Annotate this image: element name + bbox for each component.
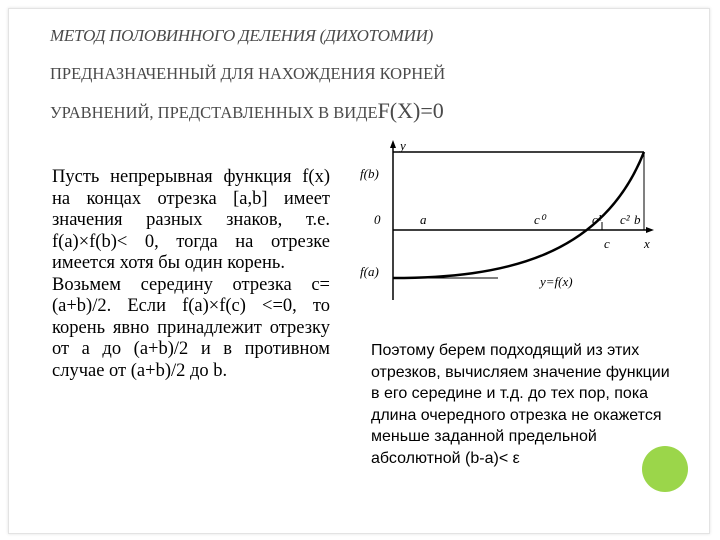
slide-title-line3: [50, 98, 444, 124]
y-axis-arrow: [390, 140, 396, 148]
green-circle-decoration: [642, 446, 688, 492]
curve-label: y=f(x): [540, 274, 573, 289]
left-text-block: [52, 167, 330, 382]
left-paragraph-1: Пусть непрерывная функция f(x) на концах отрезка [a,b] имеет значения разных знаков, т.е. f(a)×f(b)< 0, тогда на отрезке имеется хотя бы один корень.: [52, 167, 330, 273]
fa-label: f(a): [360, 264, 379, 279]
fb-label: f(b): [360, 166, 379, 181]
slide-title-line2: ПРЕДНАЗНАЧЕННЫЙ ДЛЯ НАХОЖДЕНИЯ КОРНЕЙ: [50, 64, 446, 83]
y-axis-label: y: [400, 138, 406, 153]
c2-label: c²: [620, 212, 630, 227]
right-text-block: Поэтому берем подходящий из этих отрезков, вычисляем значение функции в его середине и т.д. до тех пор, пока длина очередного отрезка не окажется меньше заданной предельной абсолютной (b-a)< ε: [371, 342, 670, 467]
x-axis-label: x: [644, 236, 650, 251]
zero-label: 0: [374, 212, 381, 227]
title-formula: F(X)=0: [377, 98, 444, 123]
c-label: c: [604, 236, 610, 251]
c0-label: c⁰: [534, 212, 545, 227]
slide-title-line1: МЕТОД ПОЛОВИННОГО ДЕЛЕНИЯ (ДИХОТОМИИ): [50, 26, 433, 45]
c1-label: c¹: [592, 212, 602, 227]
title-line3-text: УРАВНЕНИЙ, ПРЕДСТАВЛЕННЫХ В ВИДЕ: [50, 103, 378, 122]
function-curve: [393, 152, 644, 278]
left-paragraph-2: Возьмем середину отрезка c=(a+b)/2. Если f(a)×f(c) <=0, то корень явно принадлежит отрезку от a до (a+b)/2 и в противном случае от (a+b)/2 до b.: [52, 274, 330, 381]
a-label: a: [420, 212, 427, 227]
bisection-graph: [352, 138, 664, 304]
x-axis-arrow: [646, 227, 654, 233]
b-label: b: [634, 212, 641, 227]
